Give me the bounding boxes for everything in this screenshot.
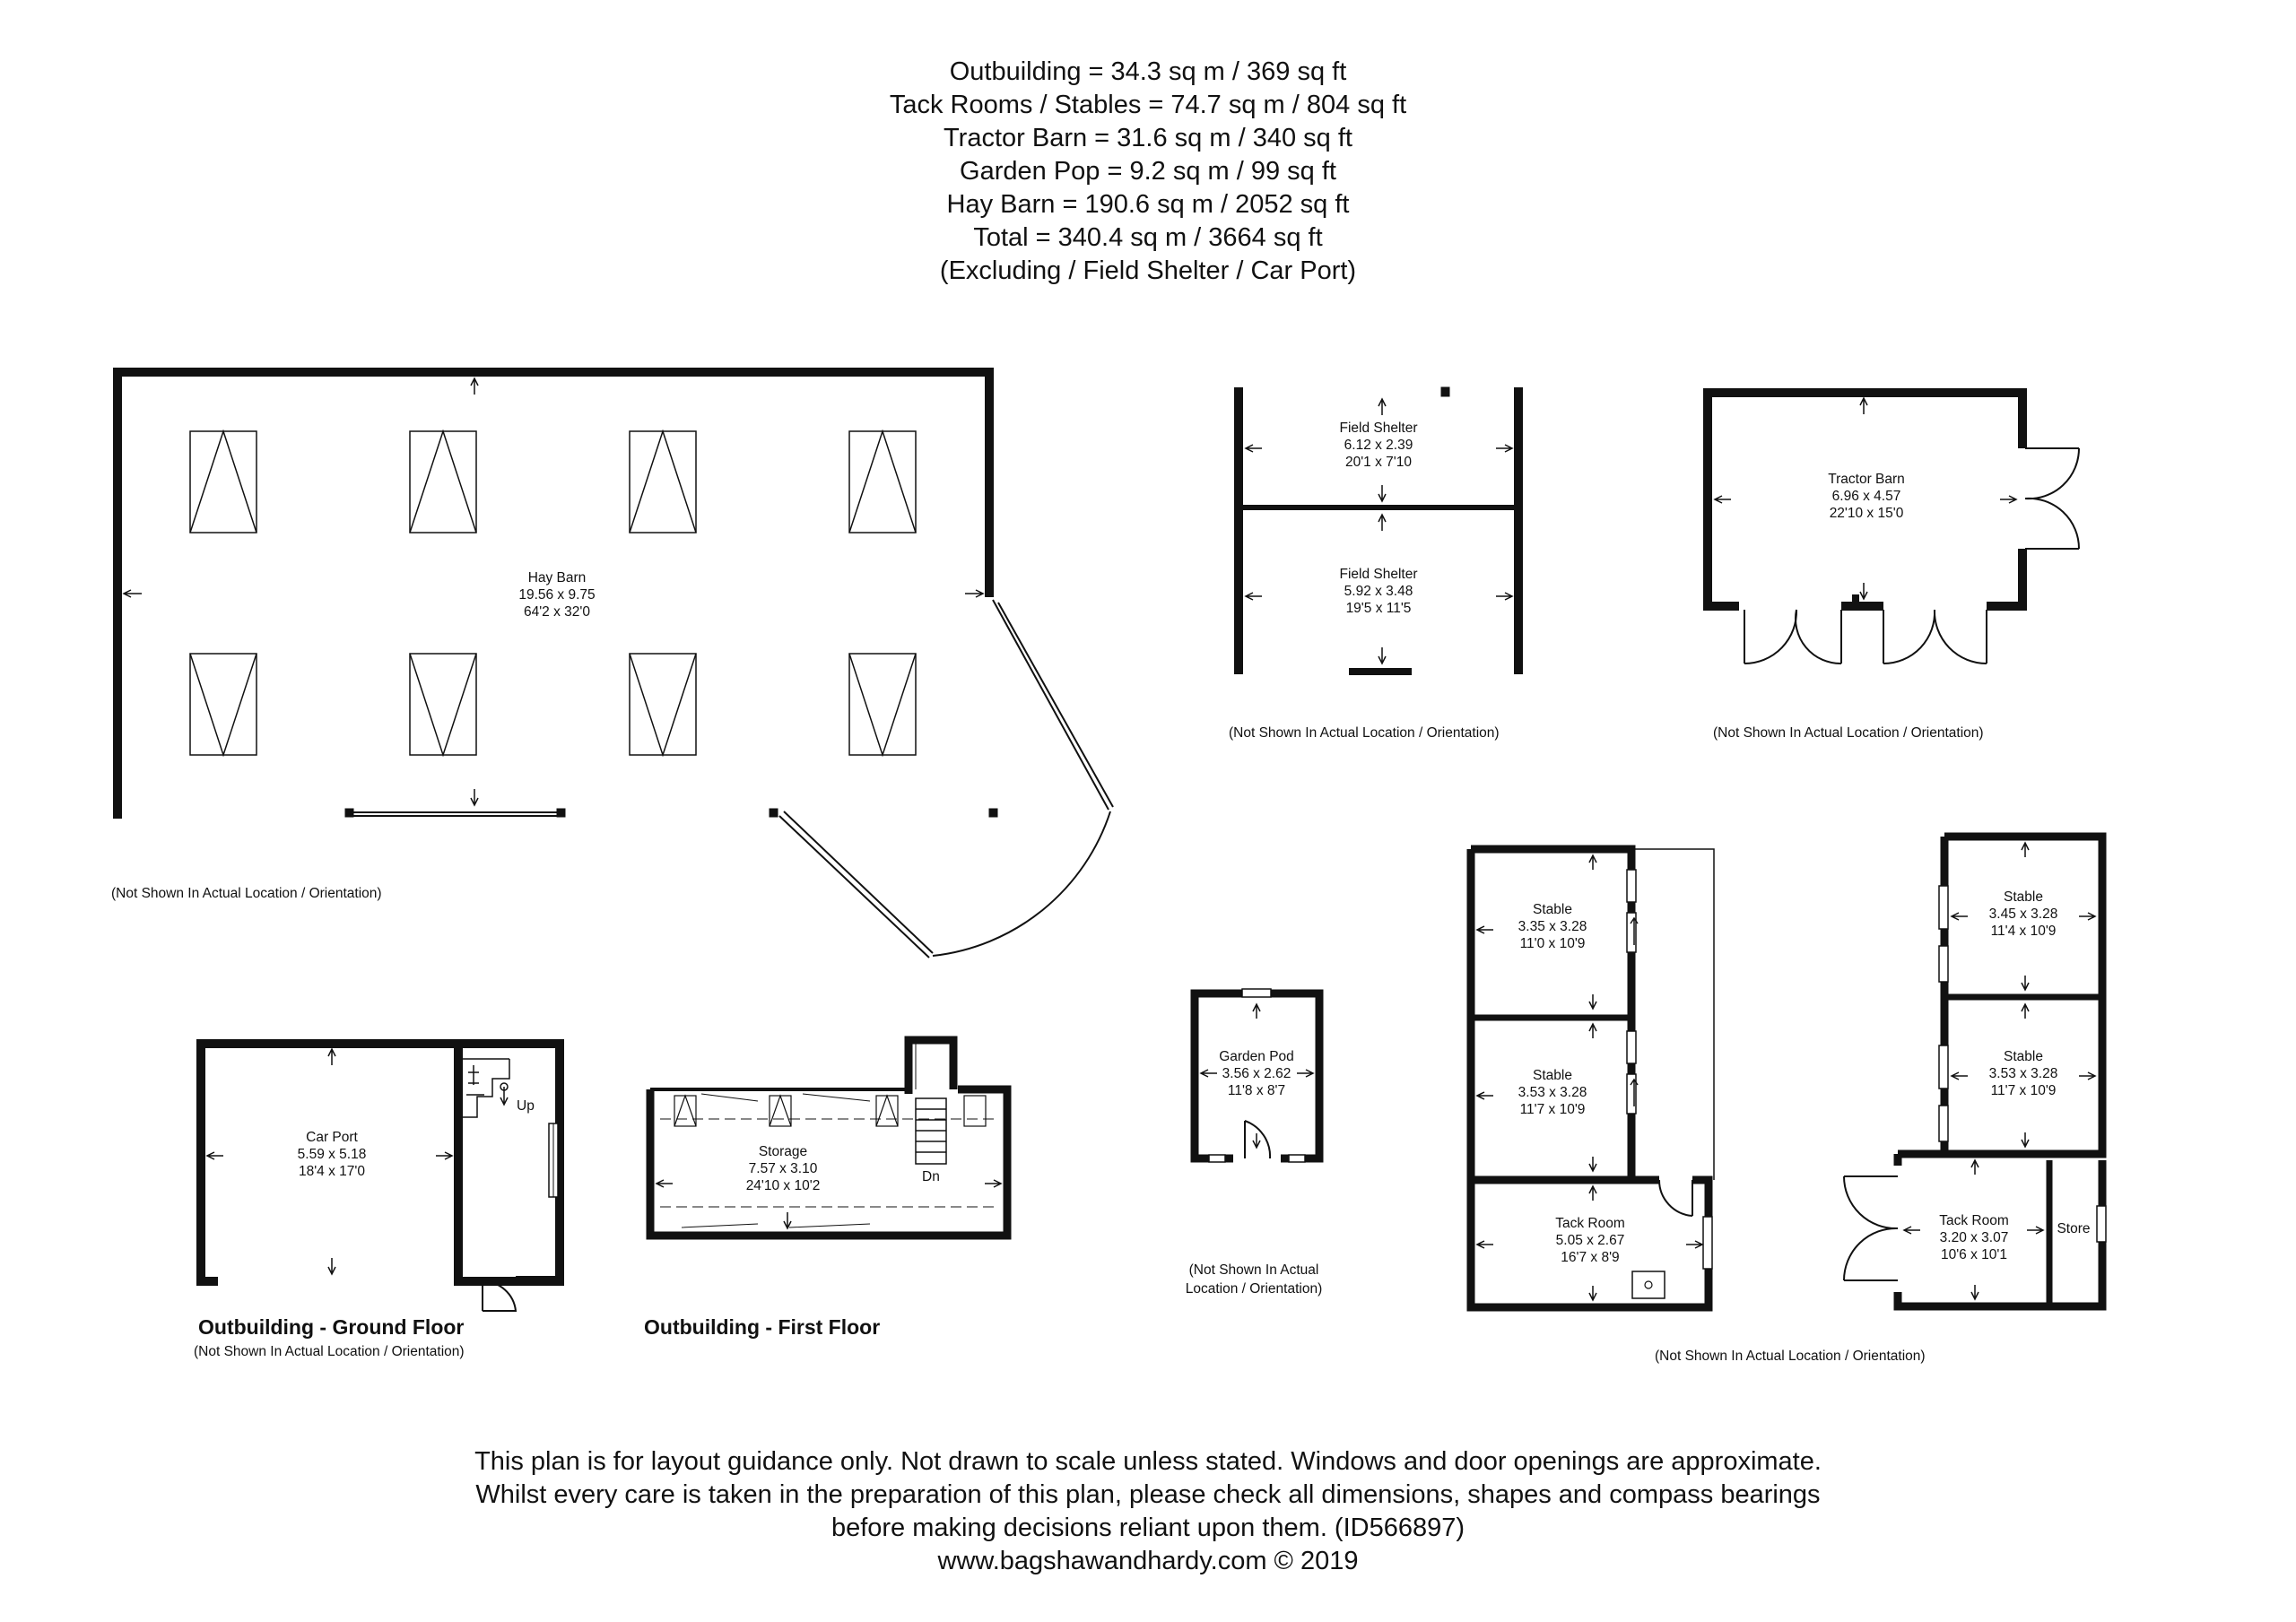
tack-room-a-metric: 5.05 x 2.67 xyxy=(1555,1233,1625,1248)
outbuilding-first-floor-plan xyxy=(650,1040,1007,1236)
field-shelter-2-metric: 5.92 x 3.48 xyxy=(1344,584,1413,599)
garden-pod-label: Garden Pod xyxy=(1219,1049,1294,1064)
stable-c-metric: 3.45 x 3.28 xyxy=(1988,906,2058,922)
garden-pod-location-note-1: (Not Shown In Actual xyxy=(1188,1262,1319,1278)
summary-line-tack-rooms: Tack Rooms / Stables = 74.7 sq m / 804 sq ft xyxy=(889,91,1407,119)
disclaimer-line-2: Whilst every care is taken in the preparation of this plan, please check all dimensions, shapes and compass bearings xyxy=(475,1480,1821,1509)
field-shelter-2-imperial: 19'5 x 11'5 xyxy=(1345,601,1412,616)
summary-line-outbuilding: Outbuilding = 34.3 sq m / 369 sq ft xyxy=(949,57,1347,86)
storage-metric: 7.57 x 3.10 xyxy=(748,1161,818,1176)
tack-room-b-label: Tack Room xyxy=(1939,1213,2009,1228)
disclaimer-line-3: before making decisions reliant upon them. (ID566897) xyxy=(831,1514,1465,1542)
stable-b-metric: 3.53 x 3.28 xyxy=(1518,1085,1587,1100)
stables-location-note: (Not Shown In Actual Location / Orientation) xyxy=(1655,1349,1926,1364)
hay-barn-label: Hay Barn xyxy=(527,570,587,585)
website-copyright: www.bagshawandhardy.com © 2019 xyxy=(937,1547,1359,1575)
tack-room-a-imperial: 16'7 x 8'9 xyxy=(1561,1250,1620,1265)
garden-pod-imperial: 11'8 x 8'7 xyxy=(1227,1083,1286,1098)
stable-a-label: Stable xyxy=(1533,902,1572,917)
ground-floor-caption: Outbuilding - Ground Floor xyxy=(198,1315,465,1339)
field-shelter-1-metric: 6.12 x 2.39 xyxy=(1344,438,1413,453)
car-port-label: Car Port xyxy=(306,1130,358,1145)
storage-label: Storage xyxy=(758,1144,808,1159)
garden-pod-location-note-2: Location / Orientation) xyxy=(1185,1281,1323,1297)
tractor-barn-imperial: 22'10 x 15'0 xyxy=(1829,506,1904,521)
field-shelter-2-label: Field Shelter xyxy=(1339,567,1418,582)
hay-barn-location-note: (Not Shown In Actual Location / Orientation) xyxy=(111,886,382,901)
stable-a-metric: 3.35 x 3.28 xyxy=(1518,919,1587,934)
summary-line-exclusions: (Excluding / Field Shelter / Car Port) xyxy=(939,256,1357,285)
field-shelter-1-imperial: 20'1 x 7'10 xyxy=(1344,455,1413,470)
hay-barn-plan xyxy=(117,372,1113,958)
hay-barn-metric: 19.56 x 9.75 xyxy=(518,587,596,603)
store-label: Store xyxy=(2057,1221,2091,1236)
storage-imperial: 24'10 x 10'2 xyxy=(745,1178,821,1193)
tractor-barn-label: Tractor Barn xyxy=(1828,472,1905,487)
stable-a-imperial: 11'0 x 10'9 xyxy=(1519,936,1586,951)
car-port-metric: 5.59 x 5.18 xyxy=(297,1147,367,1162)
summary-line-hay-barn: Hay Barn = 190.6 sq m / 2052 sq ft xyxy=(946,190,1350,219)
stairs-down-label: Dn xyxy=(922,1169,940,1184)
tractor-barn-plan xyxy=(1708,393,2079,664)
summary-line-garden-pod: Garden Pop = 9.2 sq m / 99 sq ft xyxy=(960,157,1336,186)
stable-d-metric: 3.53 x 3.28 xyxy=(1988,1066,2058,1081)
disclaimer-line-1: This plan is for layout guidance only. Not drawn to scale unless stated. Windows and door openings are approximate. xyxy=(474,1447,1822,1476)
garden-pod-metric: 3.56 x 2.62 xyxy=(1222,1066,1292,1081)
ground-floor-location-note: (Not Shown In Actual Location / Orientation) xyxy=(194,1344,465,1359)
stable-d-label: Stable xyxy=(2004,1049,2043,1064)
stable-d-imperial: 11'7 x 10'9 xyxy=(1990,1083,2057,1098)
stable-c-imperial: 11'4 x 10'9 xyxy=(1990,924,2057,939)
car-port-imperial: 18'4 x 17'0 xyxy=(298,1164,366,1179)
stable-b-label: Stable xyxy=(1533,1068,1572,1083)
tack-room-a-label: Tack Room xyxy=(1555,1216,1625,1231)
stable-b-imperial: 11'7 x 10'9 xyxy=(1519,1102,1586,1117)
tractor-barn-metric: 6.96 x 4.57 xyxy=(1831,489,1901,504)
tractor-barn-location-note: (Not Shown In Actual Location / Orientation) xyxy=(1713,725,1984,741)
summary-line-total: Total = 340.4 sq m / 3664 sq ft xyxy=(973,223,1323,252)
outbuilding-ground-floor-plan xyxy=(201,1044,560,1311)
hay-barn-imperial: 64'2 x 32'0 xyxy=(523,604,591,620)
tack-room-b-metric: 3.20 x 3.07 xyxy=(1939,1230,2009,1245)
field-shelter-1-label: Field Shelter xyxy=(1339,421,1418,436)
field-shelter-location-note: (Not Shown In Actual Location / Orientation) xyxy=(1229,725,1500,741)
tack-room-b-imperial: 10'6 x 10'1 xyxy=(1940,1247,2008,1262)
first-floor-caption: Outbuilding - First Floor xyxy=(644,1315,881,1339)
summary-line-tractor-barn: Tractor Barn = 31.6 sq m / 340 sq ft xyxy=(944,124,1352,152)
plan-disclaimer xyxy=(0,1445,2296,1578)
stable-c-label: Stable xyxy=(2004,889,2043,905)
stairs-up-label: Up xyxy=(517,1098,535,1114)
